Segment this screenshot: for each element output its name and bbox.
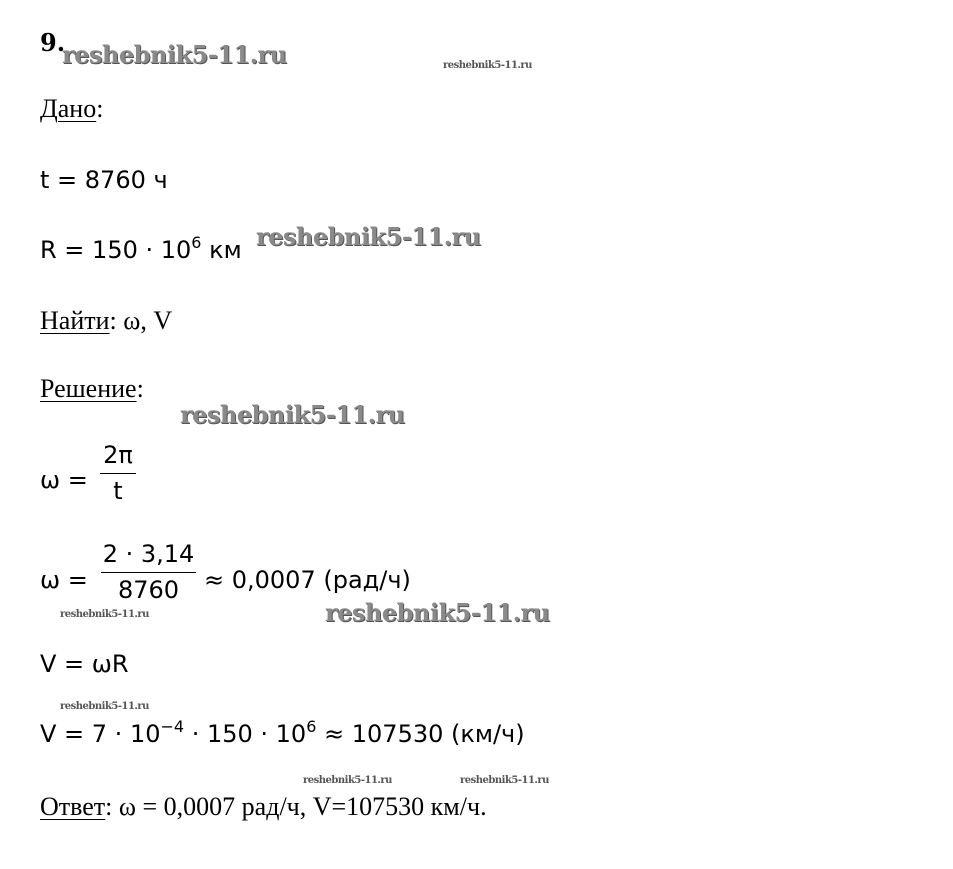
velocity-calc-result: ≈ 107530 (км/ч) — [316, 720, 525, 748]
watermark: reshebnik5-11.ru — [60, 701, 149, 712]
omega-denominator: t — [113, 477, 123, 505]
watermark: reshebnik5-11.ru — [325, 598, 550, 627]
given-colon: : — [96, 94, 104, 123]
problem-number: 9. — [40, 28, 66, 57]
radius-unit: км — [201, 236, 242, 264]
velocity-calc-part2: · 150 · 10 — [184, 720, 307, 748]
velocity-formula: V = ωR — [40, 650, 129, 678]
velocity-exponent-1: −4 — [160, 717, 185, 736]
omega-result: ≈ 0,0007 (рад/ч) — [204, 566, 411, 594]
watermark: reshebnik5-11.ru — [303, 775, 392, 786]
velocity-calc — [40, 717, 525, 748]
omega-formula-lhs: ω = — [40, 466, 88, 494]
fraction-bar — [101, 572, 196, 573]
answer-label: Ответ — [40, 792, 106, 821]
solution-heading — [40, 374, 144, 404]
omega-calc-denominator: 8760 — [117, 576, 180, 604]
watermark: reshebnik5-11.ru — [180, 400, 405, 429]
given-radius — [40, 233, 242, 264]
watermark: reshebnik5-11.ru — [443, 60, 532, 71]
solution-colon: : — [136, 374, 144, 403]
velocity-calc-part1: V = 7 · 10 — [40, 720, 161, 748]
velocity-exponent-2: 6 — [306, 717, 317, 736]
watermark: reshebnik5-11.ru — [256, 222, 481, 251]
fraction-bar — [100, 473, 136, 474]
omega-fraction — [100, 440, 136, 506]
omega-calc-fraction — [101, 539, 196, 605]
given-time: t = 8760 ч — [40, 166, 168, 194]
answer-line — [40, 792, 487, 822]
watermark: reshebnik5-11.ru — [60, 609, 149, 620]
omega-calc-numerator: 2 · 3,14 — [102, 540, 195, 568]
given-label: Дано — [40, 94, 97, 123]
solution-label: Решение — [40, 374, 137, 403]
radius-prefix: R = 150 · 10 — [40, 236, 192, 264]
find-value: : ω, V — [109, 306, 173, 335]
find-label: Найти — [40, 306, 110, 335]
watermark: reshebnik5-11.ru — [460, 775, 549, 786]
given-heading — [40, 94, 103, 124]
find-heading — [40, 306, 172, 336]
answer-text: : ω = 0,0007 рад/ч, V=107530 км/ч. — [105, 792, 487, 821]
omega-numerator: 2π — [103, 441, 133, 469]
omega-calc-lhs: ω = — [40, 566, 88, 594]
watermark: reshebnik5-11.ru — [62, 40, 287, 69]
radius-exponent: 6 — [191, 233, 202, 252]
